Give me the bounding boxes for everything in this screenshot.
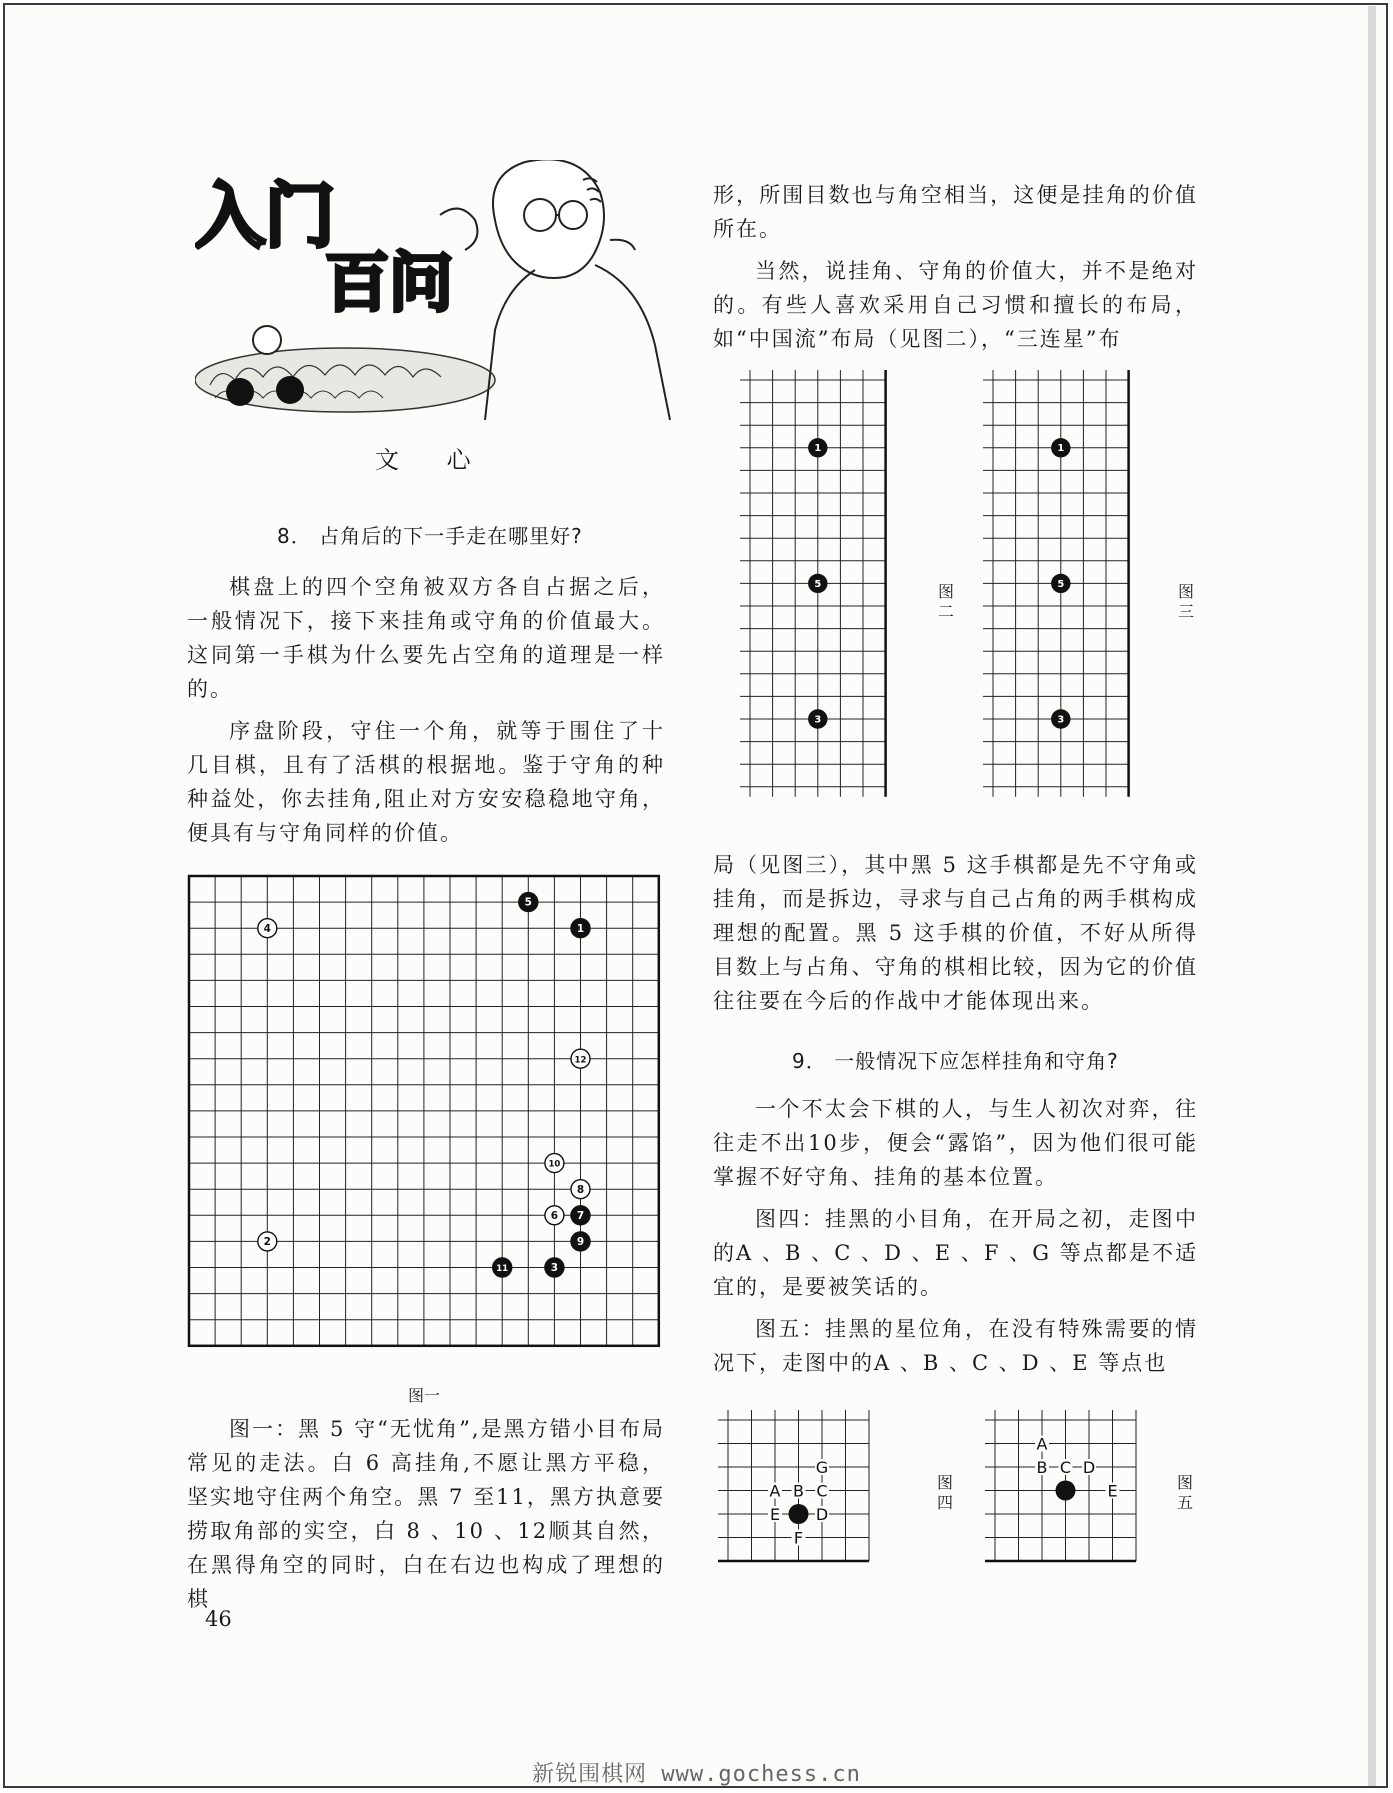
black-stone-5 <box>519 893 538 912</box>
point-E <box>768 1505 782 1524</box>
right-paragraph-2: 当然，说挂角、守角的价值大，并不是绝对的。有些人喜欢采用自己习惯和擅长的布局，如“中国流”布局（见图二），“三连星”布 <box>713 259 1198 351</box>
q8-body <box>187 570 665 858</box>
svg-text:5: 5 <box>524 896 532 909</box>
q9-body <box>713 1092 1198 1388</box>
q9-paragraph-3: 图五：挂黑的星位角，在没有特殊需要的情况下，走图中的A 、B 、C 、D 、E 等点也 <box>713 1317 1198 1375</box>
title-bottom: 百问 <box>325 247 453 321</box>
black-stone-1 <box>571 919 590 938</box>
svg-text:12: 12 <box>574 1055 587 1066</box>
svg-text:10: 10 <box>548 1159 561 1170</box>
q9-heading: 9． 一般情况下应怎样挂角和守角? <box>792 1049 1119 1073</box>
black-stone-9 <box>571 1232 590 1251</box>
black-stone-3 <box>809 710 827 728</box>
svg-text:4: 4 <box>263 922 271 935</box>
svg-text:5: 5 <box>1057 578 1065 590</box>
svg-text:9: 9 <box>576 1236 585 1249</box>
figure-4-board <box>718 1410 893 1585</box>
svg-text:F: F <box>793 1528 804 1548</box>
svg-text:B: B <box>793 1481 804 1501</box>
figure-2-board <box>740 368 915 838</box>
black-stone-3 <box>545 1258 564 1277</box>
svg-text:3: 3 <box>1057 714 1065 726</box>
svg-text:C: C <box>1059 1458 1072 1477</box>
black-stone <box>1056 1481 1076 1501</box>
point-E <box>1106 1482 1120 1501</box>
board-grid <box>189 876 659 1346</box>
figure-3-label: 图三 <box>1177 582 1194 621</box>
svg-text:D: D <box>1082 1458 1096 1477</box>
svg-text:1: 1 <box>1057 443 1065 455</box>
point-A <box>1035 1435 1049 1454</box>
white-stone-8 <box>571 1180 590 1199</box>
byline: 文 心 <box>375 446 491 474</box>
black-stone <box>789 1504 809 1524</box>
svg-text:B: B <box>1036 1458 1048 1477</box>
figure-1-board <box>185 872 665 1350</box>
black-stone-1 <box>809 439 827 457</box>
point-D <box>1082 1458 1096 1477</box>
svg-text:3: 3 <box>550 1262 559 1275</box>
right-paragraph-1: 形，所围目数也与角空相当，这便是挂角的价值所在。 <box>713 183 1198 241</box>
page-number: 46 <box>205 1607 232 1631</box>
right-paragraph-3: 局（见图三），其中黑 5 这手棋都是先不守角或挂角，而是拆边，寻求与自己占角的两手棋构成理想的配置。黑 5 这手棋的价值，不好从所得目数上与占角、守角的棋相比较，因为它的价值往往要在今后的作战中才能体现出来。 <box>713 853 1198 1013</box>
figure-4-label: 图四 <box>936 1473 953 1512</box>
right-top-text <box>713 178 1198 364</box>
svg-text:6: 6 <box>550 1209 559 1222</box>
svg-text:3: 3 <box>814 714 822 726</box>
figure-1-text: 图一：黑 5 守“无忧角”,是黑方错小目布局常见的走法。白 6 高挂角,不愿让黑方平稳，坚实地守住两个角空。黑 7 至11，黑方执意要捞取角部的实空，白 8 、10 、12顺其自然，在黑得角空的同时，白在右边也构成了理想的棋 <box>187 1417 665 1611</box>
svg-text:D: D <box>815 1505 829 1524</box>
q9-paragraph-1: 一个不太会下棋的人，与生人初次对弈，往往走不出10步，便会“露馅”，因为他们很可能掌握不好守角、挂角的基本位置。 <box>713 1097 1198 1189</box>
svg-text:A: A <box>769 1481 781 1501</box>
figure-2-label: 图二 <box>937 582 954 621</box>
point-D <box>815 1505 829 1524</box>
figure-1-caption: 图一 <box>408 1386 441 1405</box>
black-stone-5 <box>1052 574 1070 592</box>
black-stone-1 <box>1052 439 1070 457</box>
svg-text:1: 1 <box>576 922 585 935</box>
header-illustration <box>195 160 675 425</box>
svg-text:5: 5 <box>814 578 822 590</box>
q8-heading: 8． 占角后的下一手走在哪里好? <box>277 524 583 548</box>
svg-text:7: 7 <box>576 1209 585 1222</box>
stone-pile-illustration <box>195 326 495 412</box>
title-top: 入门 <box>195 175 335 257</box>
black-stone-3 <box>1052 710 1070 728</box>
figure-5-label: 图五 <box>1176 1473 1193 1512</box>
point-G <box>815 1458 829 1477</box>
point-C <box>815 1482 829 1501</box>
white-stone-4 <box>258 919 277 938</box>
figure-5-board <box>985 1410 1160 1585</box>
right-middle-text <box>713 848 1198 1026</box>
black-stone-11 <box>493 1258 512 1277</box>
svg-text:C: C <box>816 1481 828 1501</box>
svg-text:E: E <box>1107 1481 1118 1501</box>
svg-text:A: A <box>1036 1434 1048 1454</box>
svg-text:2: 2 <box>263 1236 271 1249</box>
white-stone-12 <box>571 1049 590 1068</box>
white-stone-6 <box>545 1206 564 1225</box>
q8-paragraph-2: 序盘阶段，守住一个角，就等于围住了十几目棋，且有了活棋的根据地。鉴于守角的种种益处，你去挂角,阻止对方安安稳稳地守角，便具有与守角同样的价值。 <box>187 719 665 845</box>
black-stone-5 <box>809 574 827 592</box>
footer-watermark: 新锐围棋网 www.gochess.cn <box>532 1762 861 1787</box>
point-B <box>1035 1458 1049 1477</box>
figure-1-description <box>187 1412 665 1624</box>
svg-text:1: 1 <box>814 443 822 455</box>
svg-text:G: G <box>815 1458 829 1477</box>
svg-text:8: 8 <box>576 1183 585 1196</box>
white-stone-2 <box>258 1232 277 1251</box>
figure-3-board <box>983 368 1158 838</box>
white-stone-10 <box>545 1154 564 1173</box>
page-shadow <box>1368 6 1376 1786</box>
point-F <box>792 1529 806 1548</box>
point-C <box>1059 1458 1073 1477</box>
point-A <box>768 1482 782 1501</box>
svg-text:11: 11 <box>496 1264 509 1275</box>
svg-text:E: E <box>769 1505 781 1524</box>
q9-paragraph-2: 图四：挂黑的小目角，在开局之初，走图中的A 、B 、C 、D 、E 、F 、G 等点都是不适宜的，是要被笑话的。 <box>713 1207 1198 1299</box>
black-stone-7 <box>571 1206 590 1225</box>
point-B <box>792 1482 806 1501</box>
q8-paragraph-1: 棋盘上的四个空角被双方各自占据之后，一般情况下，接下来挂角或守角的价值最大。这同第一手棋为什么要先占空角的道理是一样的。 <box>187 575 665 701</box>
